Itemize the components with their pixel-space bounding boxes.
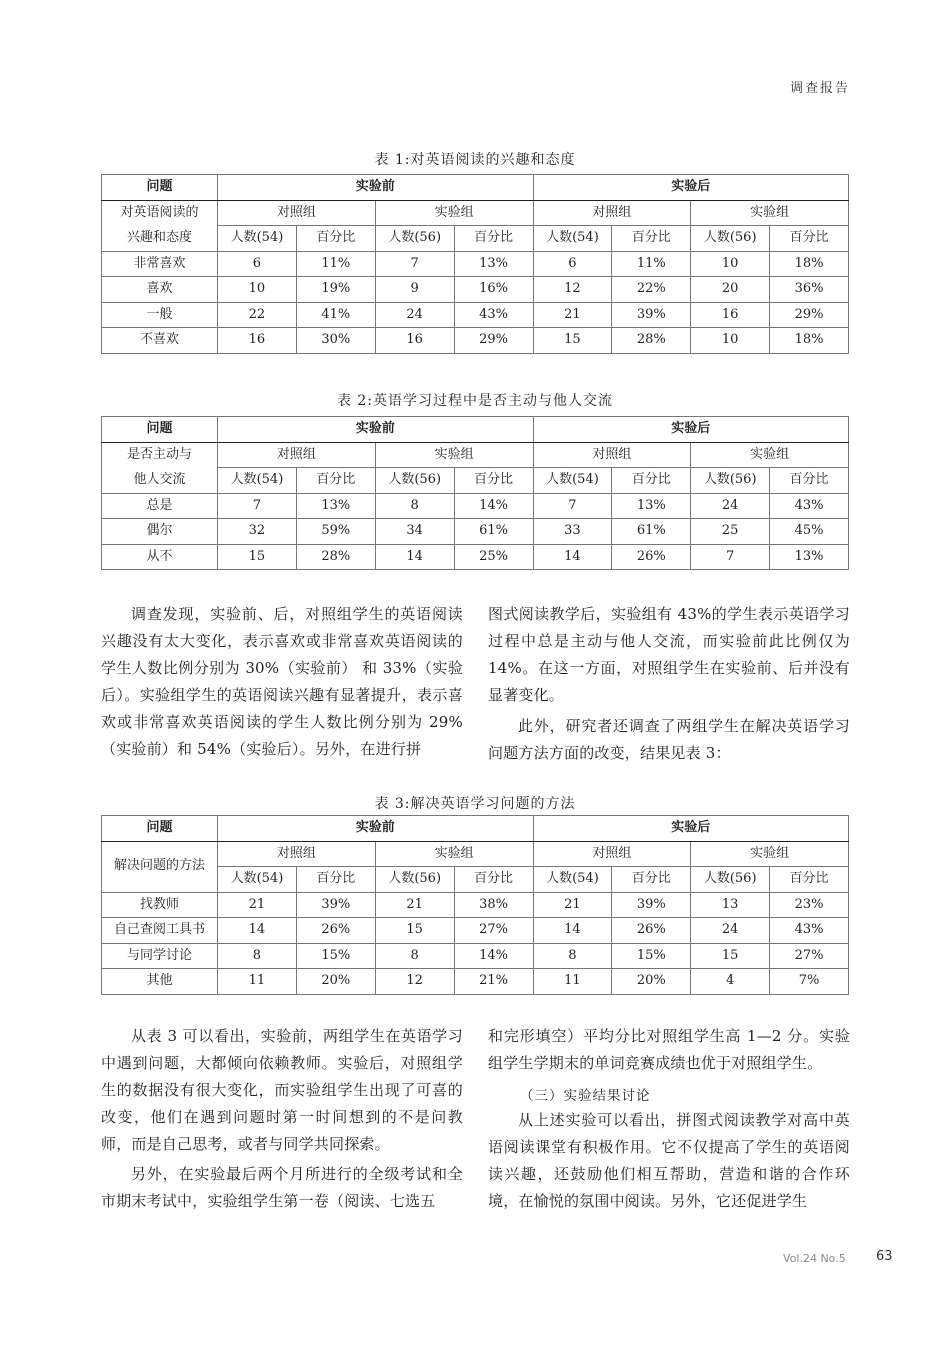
cell: 19% (296, 277, 375, 303)
col-header: 百分比 (296, 867, 375, 893)
cell: 16% (454, 277, 533, 303)
cell: 15 (375, 918, 454, 944)
cell: 22 (218, 302, 297, 328)
table-row (102, 519, 849, 545)
cell: 16 (691, 302, 770, 328)
page-number: 63 (876, 1249, 893, 1264)
cell: 29% (454, 328, 533, 354)
cell: 21% (454, 969, 533, 995)
cell: 13% (770, 544, 849, 570)
row-label: 与同学讨论 (102, 943, 218, 969)
cell: 11 (533, 969, 612, 995)
table2-experiment-before: 实验组 (375, 442, 533, 468)
col-header: 人数(56) (375, 468, 454, 494)
col-header: 百分比 (612, 226, 691, 252)
table3 (101, 815, 849, 995)
table3-control-after: 对照组 (533, 841, 691, 867)
cell: 34 (375, 519, 454, 545)
cell: 28% (612, 328, 691, 354)
cell: 45% (770, 519, 849, 545)
cell: 39% (612, 892, 691, 918)
cell: 29% (770, 302, 849, 328)
paragraph-right-4: 从上述实验可以看出，拼图式阅读教学对高中英语阅读课堂有积极作用。它不仅提高了学生的英语阅读兴趣，还鼓励他们相互帮助，营造和谐的合作环境，在愉悦的氛围中阅读。另外，它还促进学生 (488, 1111, 850, 1210)
col-header: 百分比 (612, 468, 691, 494)
table1-row-label-1: 对英语阅读的 (102, 200, 218, 226)
col-header: 人数(54) (218, 468, 297, 494)
cell: 10 (691, 251, 770, 277)
cell: 15% (612, 943, 691, 969)
cell: 36% (770, 277, 849, 303)
cell: 13% (454, 251, 533, 277)
table-row (102, 328, 849, 354)
table1 (101, 174, 849, 354)
cell: 16 (218, 328, 297, 354)
cell: 14 (218, 918, 297, 944)
cell: 24 (375, 302, 454, 328)
section-label: 调查报告 (789, 81, 850, 96)
cell: 18% (770, 328, 849, 354)
cell: 14 (533, 918, 612, 944)
cell: 21 (218, 892, 297, 918)
col-header: 人数(54) (218, 867, 297, 893)
table1-experiment-before: 实验组 (375, 200, 533, 226)
col-header: 人数(54) (533, 226, 612, 252)
table2-row-label-2: 他人交流 (102, 468, 218, 494)
row-label: 喜欢 (102, 277, 218, 303)
cell: 61% (612, 519, 691, 545)
cell: 33 (533, 519, 612, 545)
table1-caption: 表 1:对英语阅读的兴趣和态度 (374, 152, 576, 168)
cell: 11 (218, 969, 297, 995)
row-label: 偶尔 (102, 519, 218, 545)
table3-question-header: 问题 (102, 816, 218, 842)
table-row (102, 918, 849, 944)
cell: 39% (296, 892, 375, 918)
table2-before-header: 实验前 (218, 417, 534, 443)
col-header: 人数(56) (691, 867, 770, 893)
cell: 10 (218, 277, 297, 303)
cell: 21 (533, 302, 612, 328)
paragraph-left-3: 另外，在实验最后两个月所进行的全级考试和全市期末考试中，实验组学生第一卷（阅读、七选五 (101, 1165, 463, 1210)
cell: 8 (375, 943, 454, 969)
table2-experiment-after: 实验组 (691, 442, 849, 468)
col-header: 百分比 (770, 226, 849, 252)
col-header: 人数(56) (691, 468, 770, 494)
cell: 8 (218, 943, 297, 969)
table3-row-label: 解决问题的方法 (102, 841, 218, 892)
cell: 23% (770, 892, 849, 918)
table-row (102, 251, 849, 277)
row-label: 总是 (102, 493, 218, 519)
cell: 13% (296, 493, 375, 519)
cell: 11% (612, 251, 691, 277)
table3-caption: 表 3:解决英语学习问题的方法 (374, 796, 576, 812)
cell: 7 (218, 493, 297, 519)
cell: 18% (770, 251, 849, 277)
cell: 8 (375, 493, 454, 519)
table1-row-label-2: 兴趣和态度 (102, 226, 218, 252)
table2-control-after: 对照组 (533, 442, 691, 468)
row-label: 从不 (102, 544, 218, 570)
table2-control-before: 对照组 (218, 442, 376, 468)
row-label: 非常喜欢 (102, 251, 218, 277)
paragraph-right-3: 和完形填空）平均分比对照组学生高 1—2 分。实验组学生学期末的单词竞赛成绩也优于对照组学生。 (488, 1027, 850, 1072)
cell: 30% (296, 328, 375, 354)
col-header: 百分比 (296, 226, 375, 252)
cell: 8 (533, 943, 612, 969)
paragraph-left-1: 调查发现，实验前、后，对照组学生的英语阅读兴趣没有太大变化，表示喜欢或非常喜欢英语阅读的学生人数比例分别为 30%（实验前） 和 33%（实验后）。实验组学生的英语阅读兴趣有显著提升，表示喜欢或非常喜欢英语阅读的学生人数比例分别为 29%（实验前）和 54%（实验后）。另外，在进行拼 (101, 605, 463, 758)
cell: 59% (296, 519, 375, 545)
cell: 12 (533, 277, 612, 303)
cell: 14 (533, 544, 612, 570)
cell: 16 (375, 328, 454, 354)
table1-after-header: 实验后 (533, 175, 849, 201)
col-header: 人数(56) (375, 867, 454, 893)
cell: 15 (533, 328, 612, 354)
row-label: 找教师 (102, 892, 218, 918)
cell: 24 (691, 493, 770, 519)
cell: 25 (691, 519, 770, 545)
table-row (102, 943, 849, 969)
table-row (102, 302, 849, 328)
table3-before-header: 实验前 (218, 816, 534, 842)
row-label: 自己查阅工具书 (102, 918, 218, 944)
cell: 21 (533, 892, 612, 918)
cell: 28% (296, 544, 375, 570)
table-row (102, 493, 849, 519)
cell: 15 (218, 544, 297, 570)
col-header: 百分比 (454, 468, 533, 494)
row-label: 不喜欢 (102, 328, 218, 354)
table2-caption: 表 2:英语学习过程中是否主动与他人交流 (336, 393, 614, 409)
cell: 26% (296, 918, 375, 944)
col-header: 百分比 (770, 468, 849, 494)
cell: 12 (375, 969, 454, 995)
row-label: 其他 (102, 969, 218, 995)
table2-question-header: 问题 (102, 417, 218, 443)
cell: 32 (218, 519, 297, 545)
cell: 26% (612, 918, 691, 944)
col-header: 人数(54) (533, 867, 612, 893)
table1-question-header: 问题 (102, 175, 218, 201)
table-row (102, 892, 849, 918)
col-header: 人数(54) (533, 468, 612, 494)
col-header: 人数(56) (375, 226, 454, 252)
cell: 11% (296, 251, 375, 277)
table1-before-header: 实验前 (218, 175, 534, 201)
table2-after-header: 实验后 (533, 417, 849, 443)
cell: 7 (691, 544, 770, 570)
table3-experiment-after: 实验组 (691, 841, 849, 867)
cell: 43% (770, 918, 849, 944)
cell: 38% (454, 892, 533, 918)
cell: 7% (770, 969, 849, 995)
cell: 20 (691, 277, 770, 303)
col-header: 人数(56) (691, 226, 770, 252)
cell: 20% (612, 969, 691, 995)
cell: 14 (375, 544, 454, 570)
paragraph-right-2: 此外，研究者还调查了两组学生在解决英语学习问题方法方面的改变，结果见表 3： (488, 717, 850, 762)
col-header: 百分比 (454, 867, 533, 893)
table-row (102, 544, 849, 570)
paragraph-left-2: 从表 3 可以看出，实验前，两组学生在英语学习中遇到问题，大都倾向依赖教师。实验后，对照组学生的数据没有很大变化，而实验组学生出现了可喜的改变，他们在遇到问题时第一时间想到的不是问教师，而是自己思考，或者与同学共同探索。 (101, 1027, 463, 1153)
cell: 7 (533, 493, 612, 519)
paragraph-right-1: 图式阅读教学后，实验组有 43%的学生表示英语学习过程中总是主动与他人交流，而实验前此比例仅为 14%。在这一方面，对照组学生在实验前、后并没有显著变化。 (488, 605, 850, 704)
cell: 26% (612, 544, 691, 570)
journal-volume: Vol.24 No.5 (783, 1252, 846, 1265)
cell: 22% (612, 277, 691, 303)
cell: 39% (612, 302, 691, 328)
col-header: 百分比 (296, 468, 375, 494)
col-header: 百分比 (612, 867, 691, 893)
cell: 25% (454, 544, 533, 570)
cell: 14% (454, 493, 533, 519)
cell: 10 (691, 328, 770, 354)
cell: 6 (218, 251, 297, 277)
cell: 13 (691, 892, 770, 918)
table3-after-header: 实验后 (533, 816, 849, 842)
cell: 6 (533, 251, 612, 277)
cell: 24 (691, 918, 770, 944)
cell: 20% (296, 969, 375, 995)
cell: 9 (375, 277, 454, 303)
table3-experiment-before: 实验组 (375, 841, 533, 867)
cell: 43% (770, 493, 849, 519)
col-header: 百分比 (454, 226, 533, 252)
table2-row-label-1: 是否主动与 (102, 442, 218, 468)
row-label: 一般 (102, 302, 218, 328)
cell: 21 (375, 892, 454, 918)
cell: 7 (375, 251, 454, 277)
table3-control-before: 对照组 (218, 841, 376, 867)
cell: 27% (454, 918, 533, 944)
cell: 4 (691, 969, 770, 995)
table1-control-after: 对照组 (533, 200, 691, 226)
table-row (102, 969, 849, 995)
cell: 43% (454, 302, 533, 328)
cell: 13% (612, 493, 691, 519)
section-subheading: （三）实验结果讨论 (520, 1088, 651, 1104)
cell: 15 (691, 943, 770, 969)
table1-experiment-after: 实验组 (691, 200, 849, 226)
cell: 27% (770, 943, 849, 969)
col-header: 人数(54) (218, 226, 297, 252)
cell: 14% (454, 943, 533, 969)
cell: 61% (454, 519, 533, 545)
table1-control-before: 对照组 (218, 200, 376, 226)
cell: 15% (296, 943, 375, 969)
table2 (101, 416, 849, 570)
table-row (102, 277, 849, 303)
col-header: 百分比 (770, 867, 849, 893)
cell: 41% (296, 302, 375, 328)
